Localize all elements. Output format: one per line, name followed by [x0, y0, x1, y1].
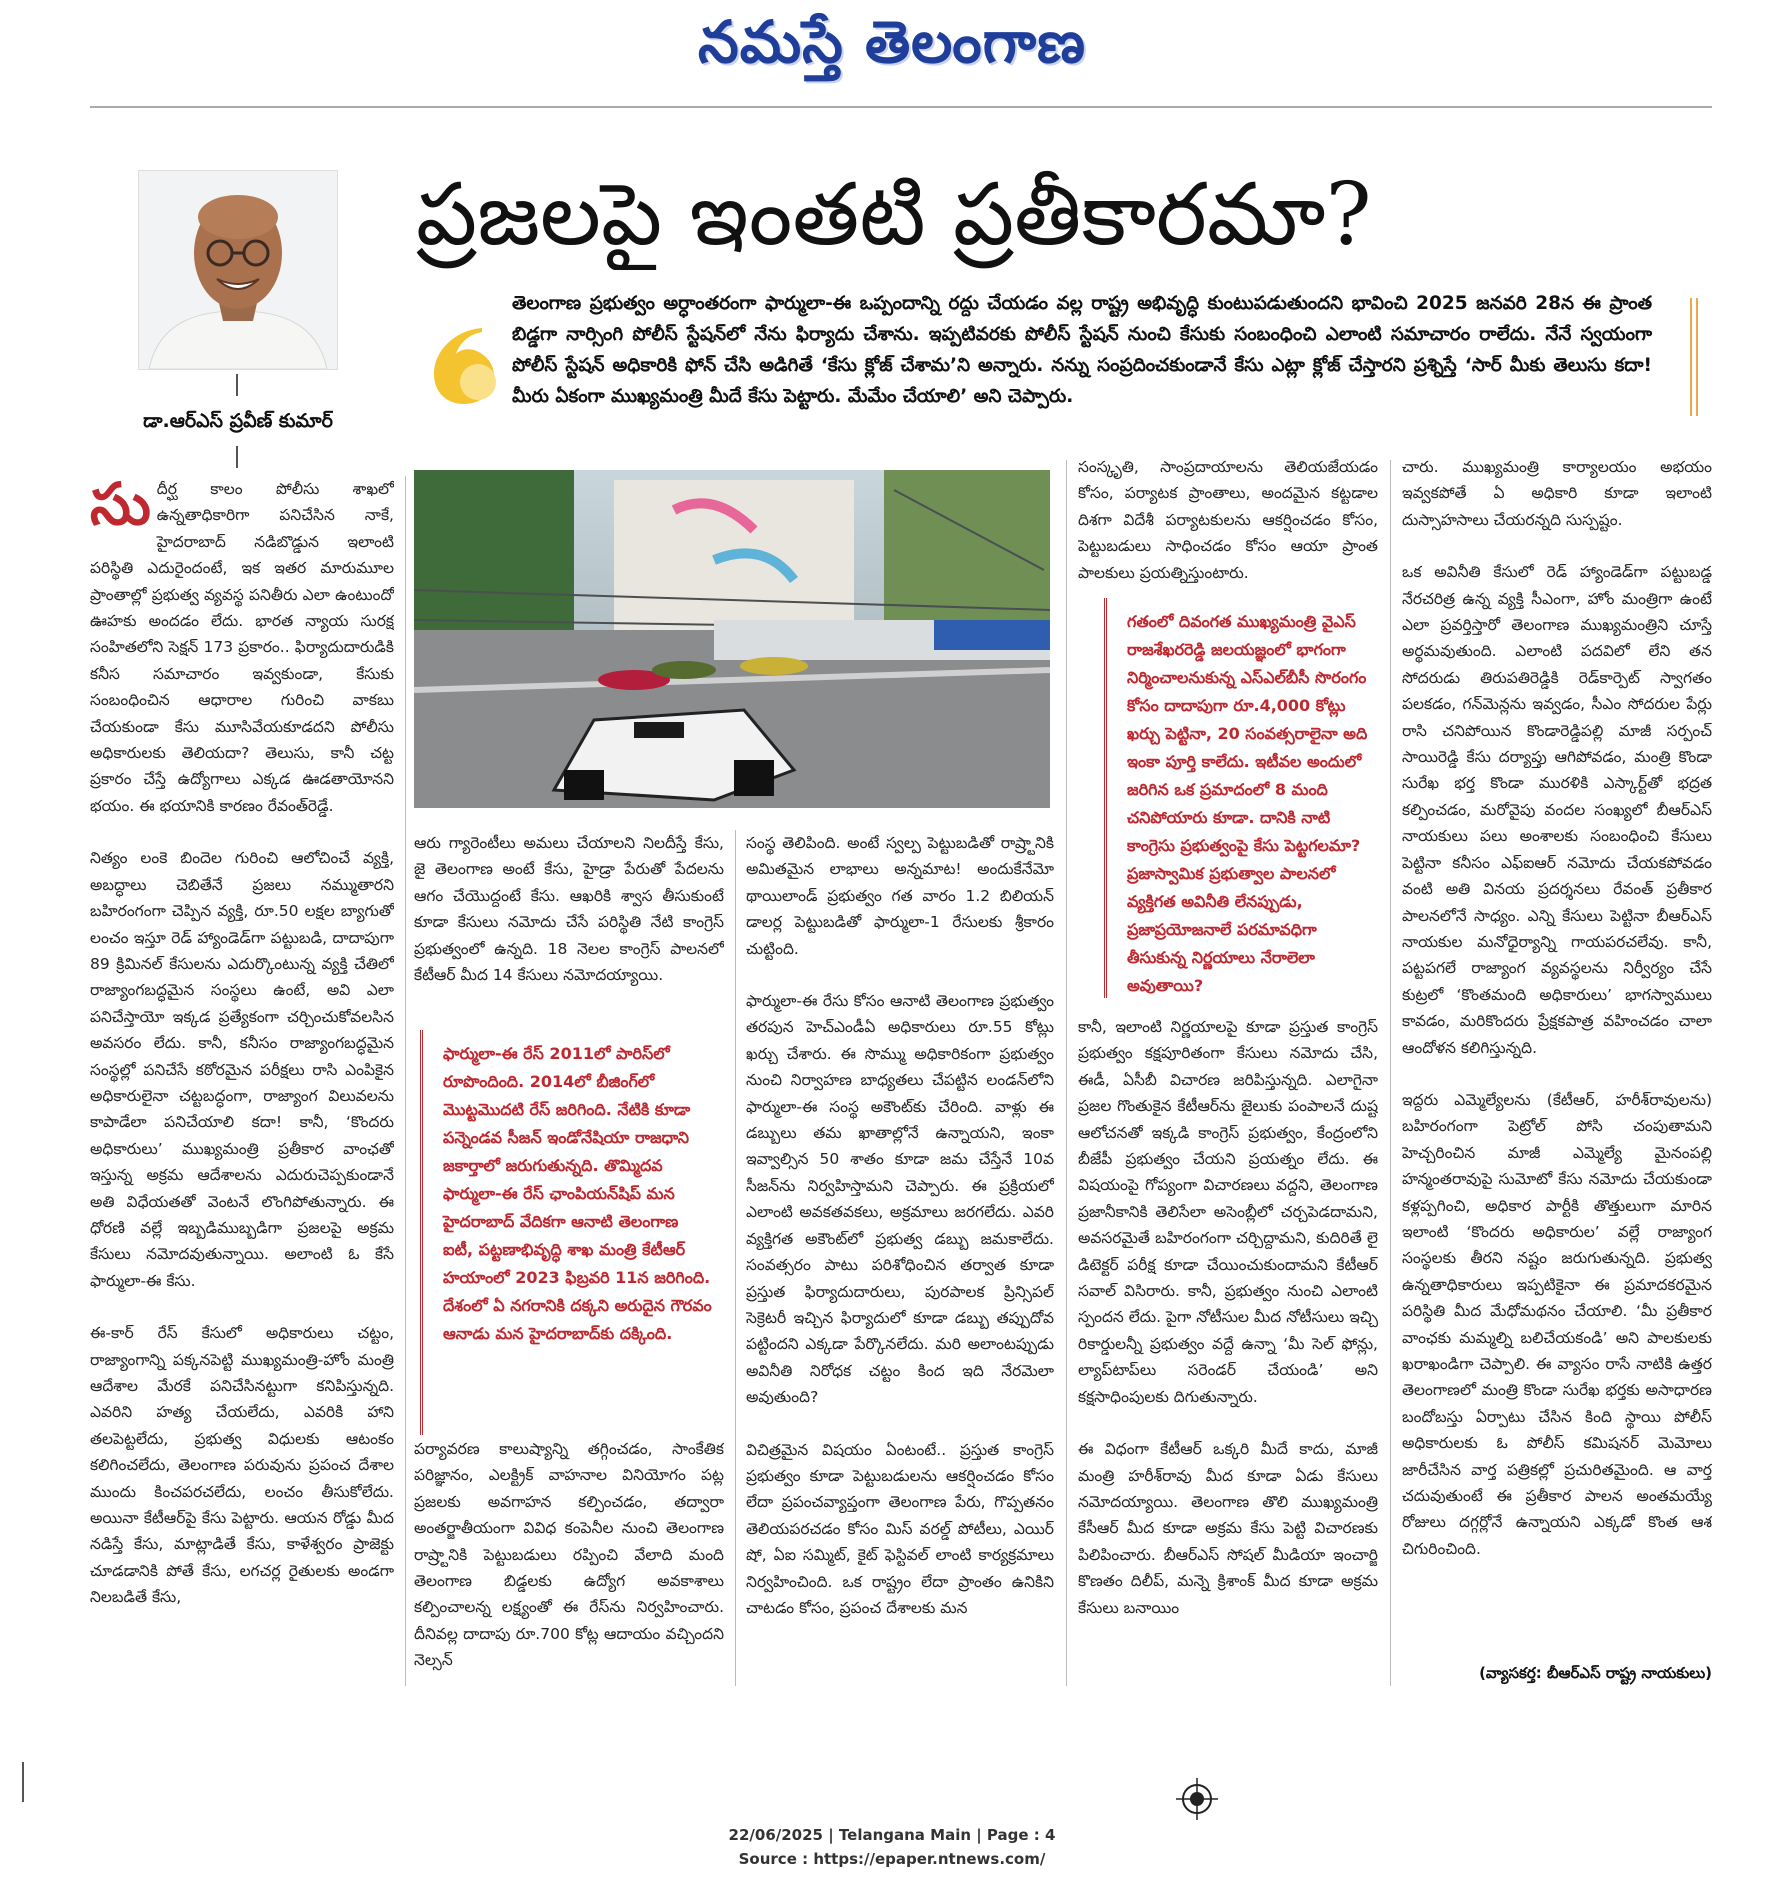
col2-paragraph: పర్యావరణ కాలుష్యాన్ని తగ్గించడం, సాంకేతిక పరిజ్ఞానం, ఎలక్ట్రిక్ వాహనాల వినియోగం పట్ల ప్రజలకు అవగాహన కల్పించడం, తద్వారా అంతర్జాతీయంగా వివిధ కంపెనీల నుంచి తెలంగాణ రాష్ర్టానికి పెట్టుబడులు రప్పించి వేలాది మంది తెలంగాణ బిడ్డలకు ఉద్యోగ అవకాశాలు కల్పించాలన్న లక్ష్యంతో ఈ రేస్‌ను నిర్వహించారు. దీనివల్ల దాదాపు రూ.700 కోట్ల ఆదాయం వచ్చిందని నెల్సన్	[414, 1440, 724, 1670]
masthead-logo: నమస్తే తెలంగాణ	[698, 8, 1086, 76]
pull-quote-formula-e: ఫార్ములా-ఈ రేస్ 2011లో పారిస్‌లో రూపొందింది. 2014లో బీజింగ్‌లో మొట్టమొదటి రేస్ జరిగింది. నేటికి కూడా పన్నెండవ సీజన్ ఇండోనేషియా రాజధాని జకార్తాలో జరుగుతున్నది. తొమ్మిదవ ఫార్ములా-ఈ రేస్ ఛాంపియన్‌షిప్ మన హైదరాబాద్ వేదికగా ఆనాటి తెలంగాణ ఐటీ, పట్టణాభివృద్ధి శాఖ మంత్రి కేటీఆర్ హయాంలో 2023 ఫిబ్రవరి 11న జరిగింది. దేశంలో ఏ నగరానికి దక్కని అరుదైన గౌరవం ఆనాడు మన హైదరాబాద్‌కు దక్కింది.	[420, 1030, 727, 1435]
col3-paragraph: సంస్థ తెలిపింది. అంటే స్వల్ప పెట్టుబడితో రాష్ర్టానికి అమితమైన లాభాలు అన్నమాట! అందుకేనేమో థాయిలాండ్ ప్రభుత్వం గత వారం 1.2 బిలియన్ డాలర్ల పెట్టుబడితో ఫార్ములా-1 రేసులకు శ్రీకారం చుట్టింది.	[746, 834, 1054, 958]
article-headline: ప్రజలపై ఇంతటి ప్రతీకారమా?	[416, 165, 1372, 265]
crop-mark	[22, 1762, 24, 1802]
article-intro: తెలంగాణ ప్రభుత్వం అర్ధాంతరంగా ఫార్ములా-ఈ ఒప్పందాన్ని రద్దు చేయడం వల్ల రాష్ట్ర అభివృద్ధి కుంటుపడుతుందని భావించి 2025 జనవరి 28న ఈ ప్రాంత బిడ్డగా నార్సింగి పోలీస్ స్టేషన్‌లో నేను ఫిర్యాదు చేశాను. ఇప్పటివరకు పోలీస్ స్టేషన్ నుంచి కేసుకు సంబంధించి ఎలాంటి సమాచారం రాలేదు. నేనే స్వయంగా పోలీస్ స్టేషన్ అధికారికి ఫోన్ చేసి అడిగితే ‘కేసు క్లోజ్ చేశామ’ని అన్నారు. నన్ను సంప్రదించకుండానే కేసు ఎట్లా క్లోజ్ చేస్తారని ప్రశ్నిస్తే ‘సార్ మీకు తెలుసు కదా! మీరు ఏకంగా ముఖ్యమంత్రి మీదే కేసు పెట్టారు. మేమేం చేయాలి’ అని చెప్పారు.	[512, 293, 1652, 407]
author-byline: డా.ఆర్‌ఎస్ ప్రవీణ్ కుమార్	[143, 410, 333, 432]
intro-side-bar	[1690, 298, 1698, 416]
writer-note: (వ్యాసకర్త: బీఆర్ఎస్ రాష్ట్ర నాయకులు)	[1479, 1664, 1712, 1682]
col3-paragraph: విచిత్రమైన విషయం ఏంటంటే.. ప్రస్తుత కాంగ్రెస్ ప్రభుత్వం కూడా పెట్టుబడులను ఆకర్షించడం కోసం లేదా ప్రపంచవ్యాప్తంగా తెలంగాణ పేరు, గొప్పతనం తెలియపరచడం కోసం మిస్ వరల్డ్ పోటీలు, ఎయిర్ షో, ఏఐ సమ్మిట్, కైట్ ఫెస్టివల్ లాంటి కార్యక్రమాలు నిర్వహించింది. ఒక రాష్ట్రం లేదా ప్రాంతం ఉనికిని చాటడం కోసం, ప్రపంచ దేశాలకు మన	[746, 1440, 1054, 1617]
column-2-top	[414, 830, 724, 1010]
column-5	[1402, 454, 1712, 1658]
byline-tick-bottom	[236, 446, 238, 468]
col1-text: దీర్ఘ కాలం పోలీసు శాఖలో ఉన్నతాధికారిగా పనిచేసిన నాకే, హైదరాబాద్ నడిబొడ్డున ఇలాంటి పరిస్థితి ఎదురైందంటే, ఇక ఇతర మారుమూల ప్రాంతాల్లో ప్రభుత్వ వ్యవస్థ పనితీరు ఎలా ఉంటుందో ఊహకు అందడం లేదు. భారత న్యాయ సురక్ష సంహితలోని సెక్షన్ 173 ప్రకారం.. ఫిర్యాదుదారుడికి కనీస సమాచారం ఇవ్వకుండా, కేసుకు సంబంధించిన ఆధారాల గురించి వాకబు చేయకుండా కేసు మూసివేయకూడదని పోలీసు అధికారులకు తెలియదా? తెలుసు, కానీ చట్ట ప్రకారం చేస్తే ఉద్యోగాలు ఎక్కడ ఊడతాయోనని భయం. ఈ భయానికి కారణం రేవంత్‌రెడ్డే.	[90, 480, 394, 815]
column-divider	[405, 476, 406, 1686]
column-4-bottom	[1078, 1014, 1378, 1686]
column-2-bottom	[414, 1436, 724, 1686]
formula-e-race-image	[414, 470, 1050, 808]
column-divider	[1066, 460, 1067, 1686]
column-4-top	[1078, 454, 1378, 584]
byline-tick-top	[236, 374, 238, 396]
column-1	[90, 476, 394, 1686]
col5-paragraph: ఇద్దరు ఎమ్మెల్యేలను (కేటీఆర్, హరీశ్‌రావులను) బహిరంగంగా పెట్రోల్ పోసి చంపుతామని హెచ్చరించిన మాజీ ఎమ్మెల్యే మైనంపల్లి హన్మంతరావుపై సుమోటో కేసు నమోదు చేయకుండా కళ్లప్పగించి, అధికార పార్టీకి తొత్తులుగా మారిన ఇలాంటి ‘కొందరు అధికారుల’ వల్లే రాజ్యాంగ సంస్థలకు తీరని నష్టం జరుగుతున్నది. ప్రభుత్వ ఉన్నతాధికారులు ఇప్పటికైనా ఈ ప్రమాదకరమైన పరిస్థితి మీద మేధోమథనం చేయాలి. ‘మీ ప్రతీకార వాంఛకు మమ్మల్ని బలిచేయకండి’ అని పాలకులకు ఖరాఖండిగా చెప్పాలి. ఈ వ్యాసం రాసే నాటికి ఉత్తర తెలంగాణలో మంత్రి కొండా సురేఖ భర్తకు అసాధారణ బందోబస్తు ఏర్పాటు చేసిన కింది స్థాయి పోలీస్ అధికారులకు ఓ పోలీస్ కమిషనర్ మెమోలు జారీచేసిన వార్త పత్రికల్లో ప్రచురితమైంది. ఆ వార్త చదువుతుంటే ఈ ప్రతీకార పాలన అంతమయ్యే రోజులు దగ్గర్లోనే ఉన్నాయని ఎక్కడో కొంత ఆశ చిగురించింది.	[1402, 1090, 1712, 1558]
col1-paragraph	[90, 476, 394, 819]
column-3	[746, 830, 1054, 1686]
registration-mark-icon	[1176, 1778, 1218, 1820]
top-rule	[90, 106, 1712, 108]
col2-paragraph: ఆరు గ్యారెంటీలు అమలు చేయాలని నిలదీస్తే కేసు, జై తెలంగాణ అంటే కేసు, హైడ్రా పేరుతో పేదలను ఆగం చేయొద్దంటే కేసు. ఆఖరికి శ్వాస తీసుకుంటే కూడా కేసులు నమోదు చేసే పరిస్థితి నేటి కాంగ్రెస్ ప్రభుత్వంలో ఉన్నది. 18 నెలల కాంగ్రెస్ పాలనలో కేటీఆర్ మీద 14 కేసులు నమోదయ్యాయి.	[414, 834, 724, 985]
column-divider	[735, 830, 736, 1686]
drop-cap: సు	[90, 476, 151, 538]
race-photo	[414, 470, 1050, 808]
col1-paragraph: నిత్యం లంకె బిందెల గురించి ఆలోచించే వ్యక్తి, అబద్ధాలు చెబితేనే ప్రజలు నమ్ముతారని బహిరంగంగా చెప్పిన వ్యక్తి, రూ.50 లక్షల బ్యాగుతో లంచం ఇస్తూ రెడ్ హ్యాండెడ్‌గా పట్టుబడి, దాదాపుగా 89 క్రిమినల్ కేసులను ఎదుర్కొంటున్న వ్యక్తి చేతిలో రాజ్యాంగబద్ధమైన సంస్థలు ఉంటే, అవి ఎలా పనిచేస్తాయో ఇక్కడ ప్రత్యేకంగా చర్చించుకోవలసిన అవసరం లేదు. కానీ, కనీసం రాజ్యాంగబద్ధమైన సంస్థల్లో పనిచేసే కఠోరమైన పరీక్షలు రాసి ఎంపికైన అధికారులైనా చట్టబద్ధంగా, రాజ్యాంగ విలువలను కాపాడేలా పనిచేయాలి కదా! కానీ, ‘కొందరు అధికారులు’ ముఖ్యమంత్రి ప్రతీకార వాంఛతో ఇస్తున్న అక్రమ ఆదేశాలను ఎదురుచెప్పకుండానే అతి విధేయతతో వెంటనే లొంగిపోతున్నారు. ఈ ధోరణి వల్లే ఇబ్బడిముబ్బడిగా ప్రజలపై అక్రమ కేసులు నమోదవుతున్నాయి. అలాంటి ఓ కేసే ఫార్ములా-ఈ కేసు.	[90, 849, 394, 1290]
author-photo	[138, 170, 338, 370]
footer-source: Source : https://epaper.ntnews.com/	[738, 1850, 1046, 1868]
col1-paragraph: ఈ-కార్ రేస్ కేసులో అధికారులు చట్టం, రాజ్యాంగాన్ని పక్కనపెట్టి ముఖ్యమంత్రి-హోం మంత్రి ఆదేశాల మేరకే పనిచేసినట్టుగా కనిపిస్తున్నది. ఎవరిని హత్య చేయలేదు, ఎవరికి హాని తలపెట్టలేదు, ప్రభుత్వ విధులకు ఆటంకం కలిగించలేదు, తెలంగాణ పరువును ప్రపంచ దేశాల ముందు కించపరచలేదు, లంచం తీసుకోలేదు. అయినా కేటీఆర్‌పై కేసు పెట్టారు. ఆయన రోడ్డు మీద నడిస్తే కేసు, మాట్లాడితే కేసు, కాళేశ్వరం ప్రాజెక్టు చూడడానికి పోతే కేసు, లగచర్ల రైతులకు అండగా నిలబడితే కేసు,	[90, 1324, 394, 1607]
quote-mark-icon	[426, 320, 506, 410]
pull-quote-slbc: గతంలో దివంగత ముఖ్యమంత్రి వైఎస్ రాజశేఖరరెడ్డి జలయజ్ఞంలో భాగంగా నిర్మించాలనుకున్న ఎస్ఎల్‌బీసీ సొరంగం కోసం దాదాపుగా రూ.4,000 కోట్లు ఖర్చు పెట్టినా, 20 సంవత్సరాలైనా అది ఇంకా పూర్తి కాలేదు. ఇటీవల అందులో జరిగిన ఒక ప్రమాదంలో 8 మంది చనిపోయారు కూడా. దానికి నాటి కాంగ్రెసు ప్రభుత్వంపై కేసు పెట్టగలమా? ప్రజాస్వామిక ప్రభుత్వాల పాలనలో వ్యక్తిగత అవినీతి లేనప్పుడు, ప్రజాప్రయోజనాలే పరమావధిగా తీసుకున్న నిర్ణయాలు నేరాలెలా అవుతాయి?	[1104, 598, 1395, 998]
col4-paragraph: కానీ, ఇలాంటి నిర్ణయాలపై కూడా ప్రస్తుత కాంగ్రెస్ ప్రభుత్వం కక్షపూరితంగా కేసులు నమోదు చేసి, ఈడీ, ఏసీబీ విచారణ జరిపిస్తున్నది. ఎలాగైనా ప్రజల గొంతుకైన కేటీఆర్‌ను జైలుకు పంపాలనే దుష్ట ఆలోచనతో ఇక్కడి కాంగ్రెస్ ప్రభుత్వం, కేంద్రంలోని బీజేపీ ప్రభుత్వం చేయని ప్రయత్నం లేదు. ఈ విషయంపై గోప్యంగా విచారణలు వద్దని, తెలంగాణ ప్రజానీకానికి తెలిసేలా అసెంబ్లీలో చర్చపెడదామని, అవసరమైతే బహిరంగంగా చర్చిద్దామని, కుదిరితే లై డిటెక్టర్ పరీక్ష కూడా చేయించుకుందామని కేటీఆర్ సవాల్ విసిరారు. కానీ, ప్రభుత్వం నుంచి ఎలాంటి స్పందన లేదు. పైగా నోటీసుల మీద నోటీసులు ఇచ్చి రికార్డులన్నీ ప్రభుత్వం వద్దే ఉన్నా ‘మీ సెల్ ఫోన్లు, ల్యాప్‌టాప్‌లు సరెండర్ చేయండి’ అని కక్షసాధింపులకు దిగుతున్నారు.	[1078, 1018, 1378, 1406]
column-divider	[1390, 460, 1391, 1686]
col5-paragraph: ఒక అవినీతి కేసులో రెడ్ హ్యాండెడ్‌గా పట్టుబడ్డ నేరచరిత్ర ఉన్న వ్యక్తి సీఎంగా, హోం మంత్రిగా ఉంటే ఎలా ప్రవర్తిస్తారో తెలంగాణ ముఖ్యమంత్రిని చూస్తే అర్థమవుతుంది. ఎలాంటి పదవిలో లేని తన సోదరుడు తిరుపతిరెడ్డికి రెడ్‌కార్పెట్ స్వాగతం పలకడం, గన్‌మెన్లను ఇవ్వడం, సీఎం సోదరుల పేర్లు రాసి చనిపోయిన కొండారెడ్డిపల్లి మాజీ సర్పంచ్ సాయిరెడ్డి కేసు దర్యాప్తు ఆగిపోవడం, మంత్రి కొండా సురేఖ భర్త కొండా మురళికి ఎస్కార్ట్‌తో భద్రత కల్పించడం, మరోవైపు వందల సంఖ్యలో బీఆర్ఎస్ నాయకులు పలు అంశాలకు సంబంధించి కేసులు పెట్టినా కనీసం ఎఫ్ఐఆర్ నమోదు చేయకపోవడం వంటి అతి వినయ ప్రదర్శనలు రేవంత్ ప్రతీకార పాలనలోనే సాధ్యం. ఎన్ని కేసులు పెట్టినా బీఆర్ఎస్ నాయకుల మనోధైర్యాన్ని గాయపరచలేవు. కానీ, పట్టపగలే రాజ్యాంగ వ్యవస్థలను నిర్వీర్యం చేసే కుట్రలో ‘కొంతమంది అధికారులు’ భాగస్వాములు కావడం, మరికొందరు ప్రేక్షకపాత్ర వహించడం చాలా ఆందోళన కలిగిస్తున్నది.	[1402, 563, 1712, 1057]
col4-paragraph: సంస్కృతి, సాంప్రదాయాలను తెలియజేయడం కోసం, పర్యాటక ప్రాంతాలు, అందమైన కట్టడాల దిశగా విదేశీ పర్యాటకులను ఆకర్షించడం కోసం, పెట్టుబడులు సాధించడం కోసం ఆయా ప్రాంత పాలకులు ప్రయత్నిస్తుంటారు.	[1078, 458, 1378, 582]
col5-paragraph: చారు. ముఖ్యమంత్రి కార్యాలయం అభయం ఇవ్వకపోతే ఏ అధికారి కూడా ఇలాంటి దుస్సాహసాలు చేయరన్నది సుస్పష్టం.	[1402, 458, 1712, 529]
col3-paragraph: ఫార్ములా-ఈ రేసు కోసం ఆనాటి తెలంగాణ ప్రభుత్వం తరపున హెచ్ఎండీఏ అధికారులు రూ.55 కోట్లు ఖర్చు చేశారు. ఈ సొమ్ము అధికారికంగా ప్రభుత్వం నుంచి నిర్వాహణ బాధ్యతలు చేపట్టిన లండన్‌లోని ఫార్ములా-ఈ సంస్థ అకౌంట్‌కు చేరింది. వాళ్లు ఈ డబ్బులు తమ ఖాతాల్లోనే ఉన్నాయని, ఇంకా ఇవ్వాల్సిన 50 శాతం కూడా జమ చేస్తేనే 10వ సీజన్‌ను నిర్వహిస్తామని చెప్పారు. ఈ ప్రక్రియలో ఎలాంటి అవకతవకలు, అక్రమాలు జరగలేదు. ఎవరి వ్యక్తిగత అకౌంట్‌లో ప్రభుత్వ డబ్బు జమకాలేదు. సంవత్సరం పాటు పరిశోధించిన తర్వాత కూడా ప్రస్తుత ఫిర్యాదుదారులు, పురపాలక ప్రిన్సిపల్ సెక్రెటరీ ఇచ్చిన ఫిర్యాదులో కూడా డబ్బు తప్పుదోవ పట్టిందని ఎక్కడా పేర్కొనలేదు. మరి అలాంటప్పుడు అవినీతి నిరోధక చట్టం కింద ఇది నేరమెలా అవుతుంది?	[746, 992, 1054, 1407]
author-portrait-image	[139, 171, 337, 369]
footer-date-edition: 22/06/2025 | Telangana Main | Page : 4	[728, 1826, 1056, 1844]
col4-paragraph: ఈ విధంగా కేటీఆర్ ఒక్కరి మీదే కాదు, మాజీ మంత్రి హరీశ్‌రావు మీద కూడా ఏడు కేసులు నమోదయ్యాయి. తెలంగాణ తొలి ముఖ్యమంత్రి కేసీఆర్ మీద కూడా అక్రమ కేసు పెట్టి విచారణకు పిలిపించారు. బీఆర్ఎస్ సోషల్ మీడియా ఇంచార్జి కొణతం దిలీప్, మన్నె క్రిశాంక్ మీద కూడా అక్రమ కేసులు బనాయిం	[1078, 1440, 1378, 1617]
